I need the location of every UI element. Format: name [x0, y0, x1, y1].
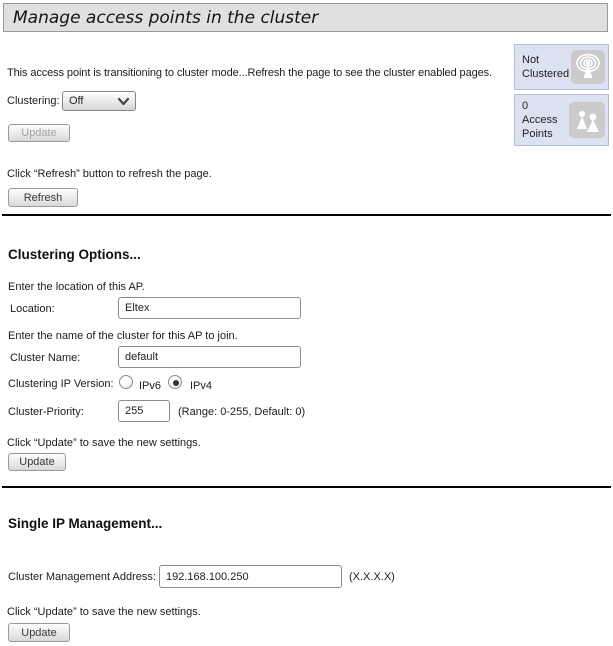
- mgmt-address-input[interactable]: [159, 565, 342, 588]
- chevron-down-icon: [117, 96, 130, 107]
- ipv4-radio-label[interactable]: IPv4: [190, 380, 213, 392]
- location-hint: Enter the location of this AP.: [8, 281, 145, 293]
- page-title: Manage access points in the cluster: [13, 7, 319, 28]
- people-icon: [569, 102, 605, 138]
- clustering-update-hint: Click “Update” to save the new settings.: [7, 437, 201, 449]
- clustering-label: Clustering:: [7, 95, 60, 107]
- location-input[interactable]: [118, 297, 301, 319]
- status-box-not-clustered: [514, 44, 609, 90]
- cluster-name-input[interactable]: [118, 346, 301, 368]
- update-button-single-ip[interactable]: Update: [8, 623, 70, 642]
- clustering-options-heading: Clustering Options...: [8, 247, 141, 262]
- cluster-priority-range: (Range: 0-255, Default: 0): [178, 406, 306, 418]
- access-points-count: 0: [522, 99, 529, 112]
- clustering-select[interactable]: [62, 91, 136, 111]
- page-header: [3, 3, 608, 32]
- status-box-access-points: [514, 94, 609, 146]
- cluster-priority-input[interactable]: [118, 400, 170, 422]
- ip-version-label: Clustering IP Version:: [8, 378, 114, 390]
- access-points-label: Access Points: [522, 113, 558, 141]
- mgmt-address-format: (X.X.X.X): [349, 571, 395, 583]
- ipv4-radio[interactable]: [168, 375, 182, 389]
- access-points-text: [522, 99, 569, 142]
- mgmt-address-label: Cluster Management Address:: [8, 571, 156, 583]
- clustering-select-value: Off: [69, 95, 84, 107]
- antenna-icon: [571, 50, 605, 84]
- location-label: Location:: [10, 303, 55, 315]
- single-ip-update-hint: Click “Update” to save the new settings.: [7, 606, 201, 618]
- ipv6-radio[interactable]: [119, 375, 133, 389]
- cluster-priority-label: Cluster-Priority:: [8, 406, 84, 418]
- section-divider: [2, 214, 611, 216]
- refresh-hint: Click “Refresh” button to refresh the page.: [7, 168, 212, 180]
- cluster-name-label: Cluster Name:: [10, 352, 81, 364]
- refresh-button[interactable]: Refresh: [8, 188, 78, 207]
- update-button-cluster-mode[interactable]: Update: [8, 124, 70, 142]
- ipv6-radio-label[interactable]: IPv6: [139, 380, 162, 392]
- cluster-name-hint: Enter the name of the cluster for this AP to join.: [8, 330, 238, 342]
- update-button-clustering-options[interactable]: Update: [8, 453, 66, 471]
- single-ip-heading: Single IP Management...: [8, 516, 163, 531]
- section-divider: [2, 486, 611, 488]
- not-clustered-label: Not Clustered: [522, 53, 570, 80]
- transition-message: This access point is transitioning to cluster mode...Refresh the page to see the cluster enabled pages.: [7, 67, 492, 79]
